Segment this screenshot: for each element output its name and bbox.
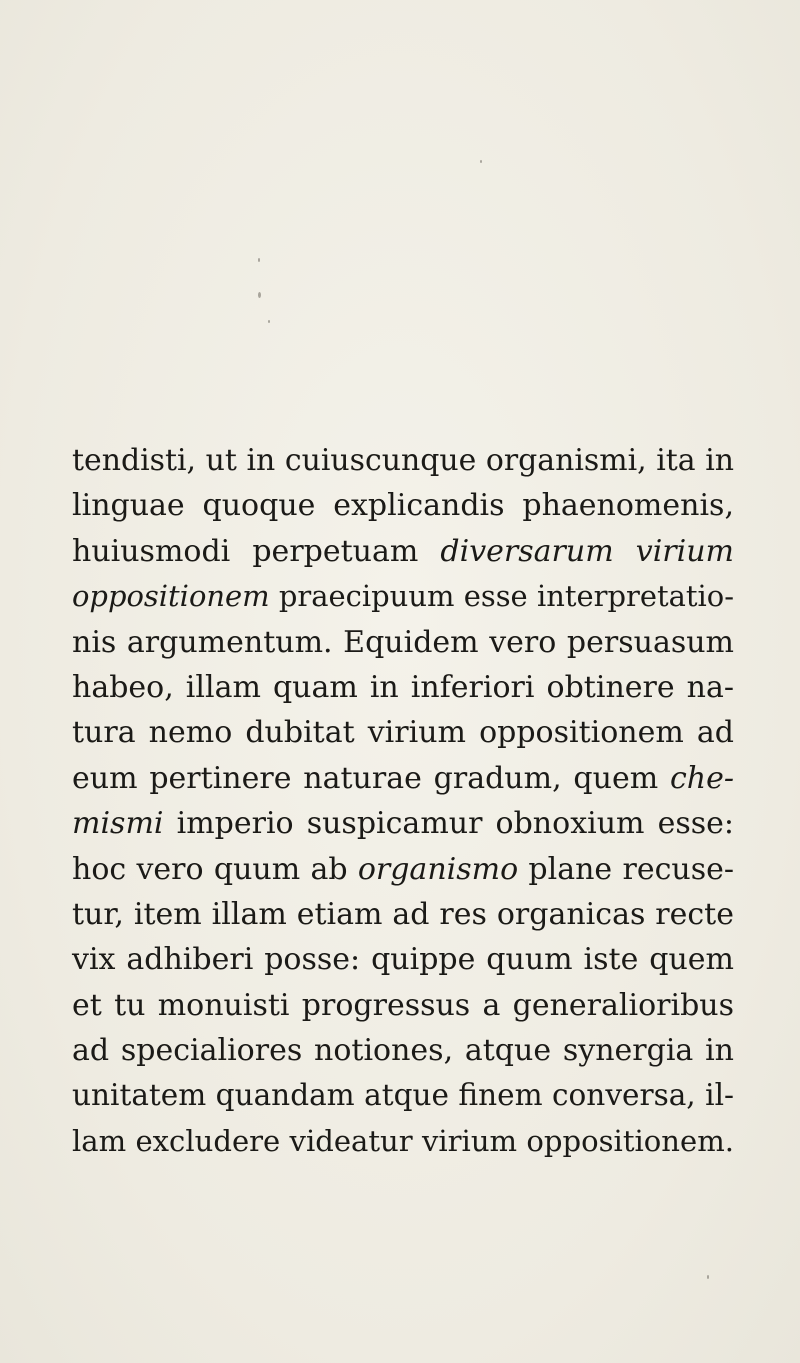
text-line: [72, 756, 734, 801]
text-line: [72, 937, 734, 982]
text-segment: unitatem quandam atque finem conversa, il-: [72, 1078, 734, 1113]
italic-segment: organismo: [357, 851, 519, 887]
text-segment: et tu monuisti progressus a generalioribus: [72, 987, 734, 1023]
text-segment: huiusmodi perpetuam: [72, 533, 441, 569]
text-segment: lam excludere videatur virium oppositionem.: [72, 1123, 734, 1158]
ink-speck: [480, 160, 482, 163]
text-segment: hoc vero quum ab: [72, 851, 358, 887]
italic-segment: oppositionem: [72, 579, 270, 614]
text-segment: vix adhiberi posse: quippe quum iste quem: [72, 942, 734, 978]
italic-segment: mismi: [72, 806, 164, 842]
ink-speck: [258, 292, 261, 298]
text-line: [72, 1073, 734, 1118]
ink-speck: [707, 1275, 709, 1279]
text-segment: habeo, illam quam in inferiori obtinere na-: [72, 669, 734, 705]
ink-speck: [268, 320, 270, 323]
text-segment: eum pertinere naturae gradum, quem: [72, 760, 670, 796]
text-line: [72, 1028, 734, 1073]
text-segment: imperio suspicamur obnoxium esse:: [163, 806, 734, 842]
text-line: [72, 892, 734, 937]
text-line: [72, 983, 734, 1028]
text-segment: plane recuse-: [518, 851, 734, 887]
text-segment: praecipuum esse interpretatio-: [269, 579, 734, 614]
text-line: [72, 665, 734, 710]
text-segment: tendisti, ut in cuiuscunque organismi, ita in: [72, 443, 734, 478]
text-segment: nis argumentum. Equidem vero persuasum: [72, 624, 734, 660]
text-line: [72, 529, 734, 574]
text-segment: ad specialiores notiones, atque synergia in: [72, 1033, 734, 1069]
text-line: [72, 574, 734, 619]
text-line: [72, 847, 734, 892]
text-line: [72, 483, 734, 528]
body-text: [72, 438, 734, 1164]
italic-segment: diversarum virium: [440, 533, 734, 569]
text-line: [72, 620, 734, 665]
text-line: [72, 710, 734, 755]
text-line: [72, 801, 734, 846]
text-segment: tur, item illam etiam ad res organicas recte: [72, 896, 734, 932]
text-line: [72, 1119, 734, 1164]
text-segment: linguae quoque explicandis phaenomenis,: [72, 488, 734, 524]
ink-speck: [258, 258, 260, 262]
italic-segment: che-: [669, 760, 734, 796]
text-segment: tura nemo dubitat virium oppositionem ad: [72, 715, 734, 751]
text-line: [72, 438, 734, 483]
